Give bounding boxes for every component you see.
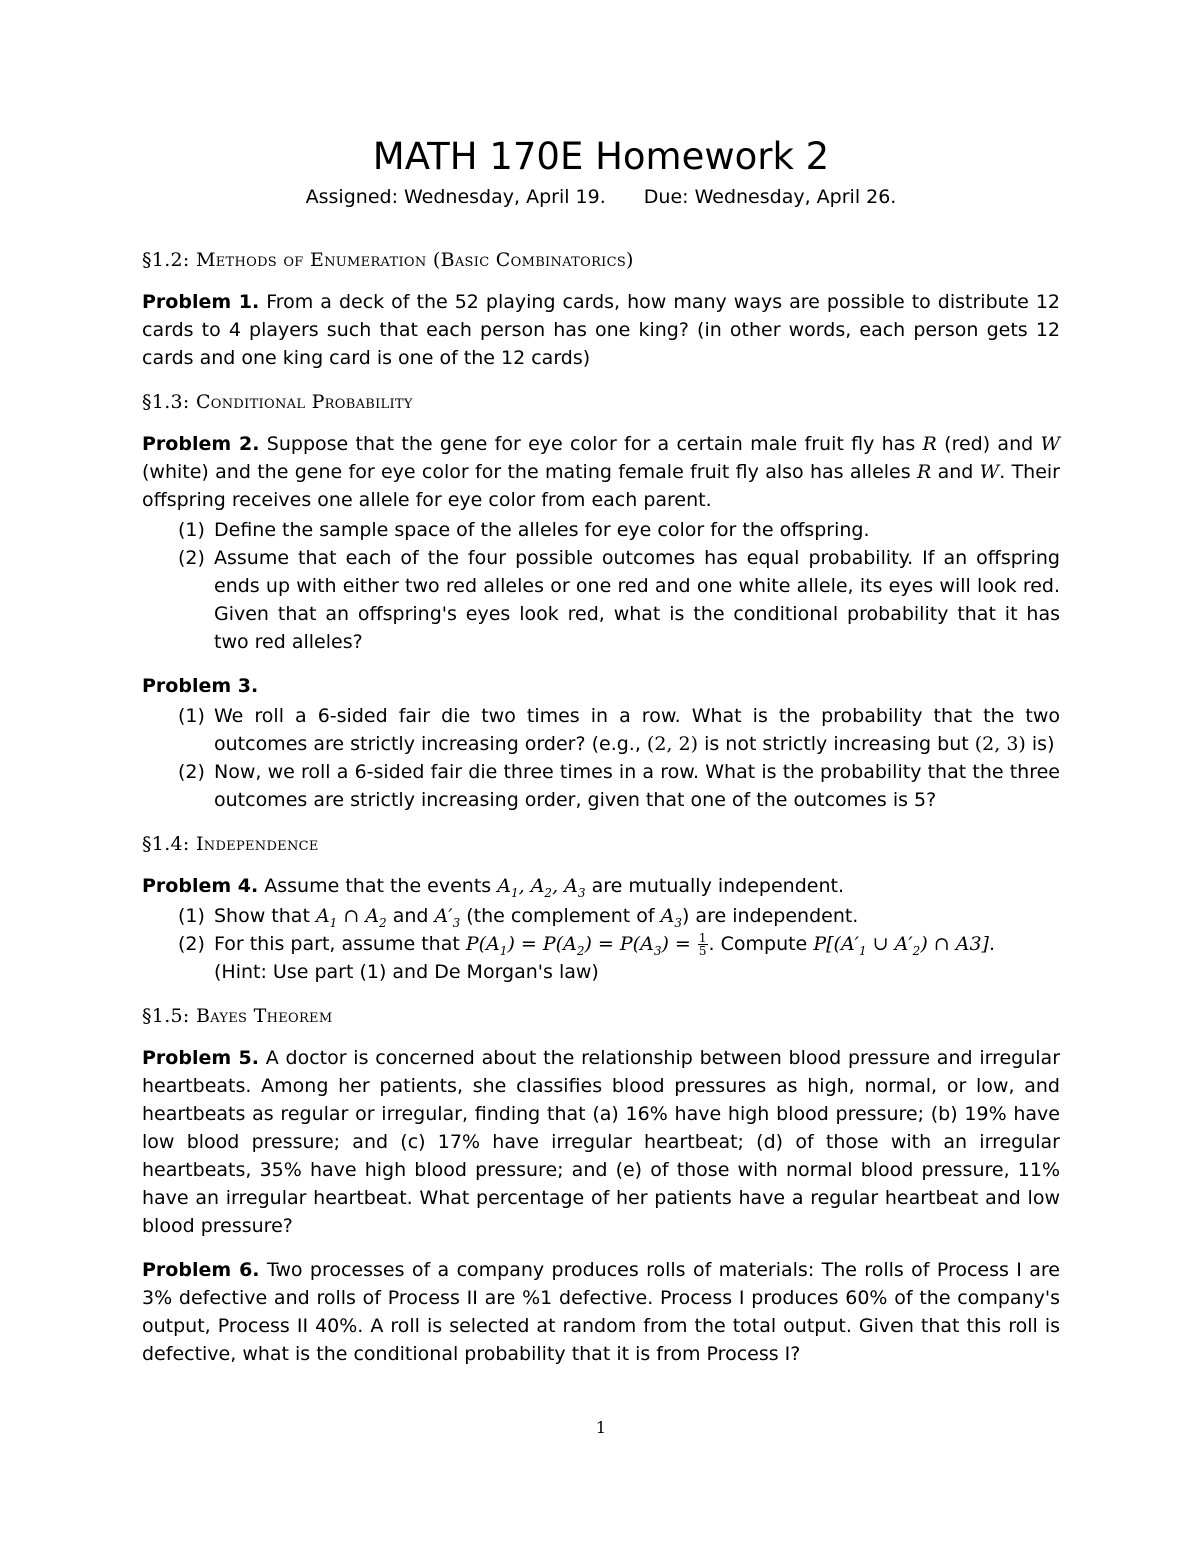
part-number: (2)	[178, 547, 205, 569]
problem-text: From a deck of the 52 playing cards, how many ways are possible to distribute 12 cards to 4 players such that each person has one king? (in other words, each person gets 12 cards and one king card is one of the 12 cards)	[142, 291, 1060, 369]
problem-part	[142, 516, 1060, 544]
problem-text: Two processes of a company produces rolls of materials: The rolls of Process I are 3% defective and rolls of Process II are %1 defective. Process I produces 60% of the company's output, Process II 40%. A roll is selected at random from the total output. Given that this roll is defective, what is the conditional probability that it is from Process I?	[142, 1259, 1060, 1365]
part-text: Now, we roll a 6-sided fair die three times in a row. What is the probability that the three outcomes are strictly increasing order, given that one of the outcomes is 5?	[214, 761, 1060, 811]
problem-parts	[142, 516, 1060, 656]
math-fraction	[698, 932, 708, 957]
problem-label: Problem 4.	[142, 875, 259, 897]
assigned-date: Assigned: Wednesday, April 19.	[305, 186, 606, 208]
document-title: MATH 170E Homework 2	[372, 135, 830, 178]
problem-text: are mutually independent.	[591, 875, 844, 897]
fraction-denominator: 5	[698, 944, 707, 958]
problem-part	[142, 902, 1060, 930]
problem-text: and	[937, 461, 974, 483]
part-text: For this part, assume that	[214, 933, 460, 955]
math-r: R	[916, 461, 932, 483]
part-number: (2)	[178, 933, 205, 955]
math-w: W	[979, 461, 1000, 483]
problem-part	[142, 702, 1060, 758]
section-heading: §1.5: Bayes Theorem	[142, 1005, 333, 1027]
math-a3: $A_3$	[660, 905, 682, 930]
part-text: Assume that each of the four possible outcomes has equal probability. If an offspring ends up with either two red alleles or one red and one white allele, its eyes will look red. Given that an offspring's eyes look red, what is the conditional probability that it has two red alleles?	[214, 547, 1060, 653]
problem-label: Problem 1.	[142, 291, 260, 313]
problem-text: A doctor is concerned about the relationship between blood pressure and irregular heartbeats. Among her patients, she classifies blood pressures as high, normal, or low, and heartbeats as regular or irregular, finding that (a) 16% have high blood pressure; (b) 19% have low blood pressure; and (c) 17% have irregular heartbeat; (d) of those with an irregular heartbeats, 35% have high blood pressure; and (e) of those with normal blood pressure, 11% have an irregular heartbeat. What percentage of her patients have a regular heartbeat and low blood pressure?	[142, 1047, 1061, 1237]
problem-4	[142, 872, 1060, 986]
problem-parts	[142, 702, 1060, 814]
problem-text: Suppose that the gene for eye color for a certain male fruit fly has	[266, 433, 916, 455]
part-text: is)	[1031, 733, 1055, 755]
assignment-dates	[142, 184, 1060, 210]
part-text: ) are independent.	[681, 905, 859, 927]
part-text: (Hint: Use part (1) and De Morgan's law)	[214, 961, 599, 983]
part-text: (the complement of	[466, 905, 655, 927]
problem-part	[142, 544, 1060, 656]
part-number: (1)	[178, 705, 205, 727]
problem-part	[142, 758, 1060, 814]
due-date: Due: Wednesday, April 26.	[643, 186, 897, 208]
part-text: Show that	[214, 905, 310, 927]
problem-label: Problem 2.	[142, 433, 260, 455]
problem-text: (red) and	[944, 433, 1034, 455]
problem-5	[142, 1044, 1060, 1240]
problem-text: . Their offspring receives one allele for eye color from each parent.	[142, 461, 1060, 511]
problem-3	[142, 672, 1060, 814]
problem-label: Problem 3.	[142, 675, 259, 697]
part-number: (1)	[178, 519, 205, 541]
problem-part: (2) For this part, assume that $P(A_1) = P(A_2) = P(A_3)$ = $\frac{1}{5}$ . Compute $P[(A'_1$ ∪ $A'_2$) ∩ A3]. (Hint: Use part (1) and De Morgan's law)	[178, 931, 996, 983]
math-events: $A_1$, $A_2$, $A_3$	[497, 875, 586, 900]
part-text: and	[392, 905, 429, 927]
problem-label: Problem 5.	[142, 1047, 259, 1069]
problem-text: Assume that the events	[264, 875, 492, 897]
document-page	[142, 0, 1060, 1553]
problem-parts	[142, 902, 1060, 986]
part-number: (1)	[178, 905, 205, 927]
part-text: is not strictly increasing but	[704, 733, 969, 755]
problem-label: Problem 6.	[142, 1259, 260, 1281]
math-r: R	[922, 433, 937, 455]
part-text: We roll a 6-sided fair die two times in a row. What is the probability that the two outcomes are strictly increasing order? (e.g.,	[214, 705, 1060, 755]
part-text: Define the sample space of the alleles for eye color for the offspring.	[214, 519, 870, 541]
math-compute-expression: $P[(A'_1$ ∪ $A'_2$) ∩ A3]	[813, 933, 989, 958]
math-pair: (2, 3)	[974, 733, 1026, 755]
math-w: W	[1040, 433, 1061, 455]
page-number: 1	[595, 1418, 607, 1437]
math-probabilities: $P(A_1) = P(A_2) = P(A_3)$ =	[465, 933, 697, 958]
fraction-numerator: 1	[698, 931, 707, 945]
math-intersection: $A_1$ ∩ $A_2$	[315, 905, 387, 930]
problem-6	[142, 1256, 1060, 1368]
section-heading: §1.3: Conditional Probability	[142, 391, 413, 413]
problem-2	[142, 430, 1060, 656]
math-pair: (2, 2)	[646, 733, 699, 755]
part-text: . Compute	[708, 933, 808, 955]
part-number: (2)	[178, 761, 205, 783]
math-complement: $A'_3$	[434, 905, 461, 930]
section-heading: §1.2: Methods of Enumeration (Basic Combinatorics)	[142, 249, 634, 271]
problem-text: (white) and the gene for eye color for the mating female fruit fly also has alleles	[142, 461, 911, 483]
problem-1	[142, 288, 1060, 372]
section-heading: §1.4: Independence	[142, 833, 319, 855]
document-body	[142, 246, 1060, 1384]
